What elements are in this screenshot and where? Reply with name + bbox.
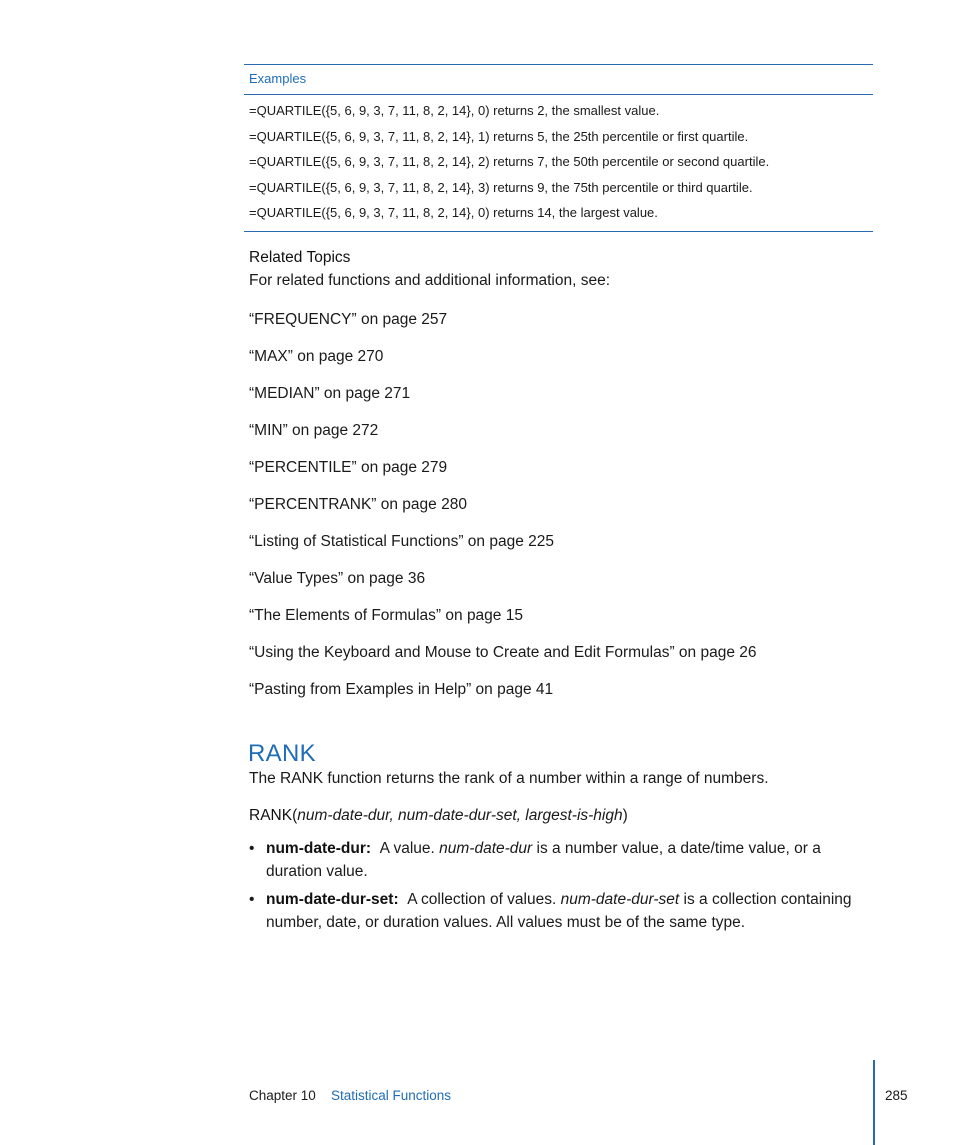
related-topics-list xyxy=(249,309,757,716)
rank-description: The RANK function returns the rank of a number within a range of numbers. xyxy=(249,770,769,787)
related-link-keyboard-mouse[interactable]: “Using the Keyboard and Mouse to Create and Edit Formulas” on page 26 xyxy=(249,644,757,661)
related-link-percentrank[interactable]: “PERCENTRANK” on page 280 xyxy=(249,496,467,513)
syntax-close-paren: ) xyxy=(622,807,628,824)
bullet: • xyxy=(249,840,255,857)
examples-body xyxy=(244,95,873,232)
syntax-function-name: RANK xyxy=(249,807,293,824)
syntax-arguments: num-date-dur, num-date-dur-set, largest-is-high xyxy=(297,807,623,824)
parameter-italic-name: num-date-dur xyxy=(439,840,533,857)
parameter-description: is a collection containing number, date, or duration values. All values must be of the same type. xyxy=(266,891,852,931)
examples-table xyxy=(244,64,873,232)
footer-divider xyxy=(873,1060,875,1145)
related-link-elements-of-formulas[interactable]: “The Elements of Formulas” on page 15 xyxy=(249,607,523,624)
parameter-description: is a number value, a date/time value, or a duration value. xyxy=(266,840,821,880)
section-title-rank: RANK xyxy=(248,740,316,767)
example-row: =QUARTILE({5, 6, 9, 3, 7, 11, 8, 2, 14}, 3) returns 9, the 75th percentile or third quartile. xyxy=(249,179,753,195)
footer-section-link[interactable]: Statistical Functions xyxy=(331,1088,452,1103)
related-link-frequency[interactable]: “FREQUENCY” on page 257 xyxy=(249,311,448,328)
example-row: =QUARTILE({5, 6, 9, 3, 7, 11, 8, 2, 14}, 2) returns 7, the 50th percentile or second quartile. xyxy=(249,154,770,169)
related-topics-intro: For related functions and additional information, see: xyxy=(249,272,611,289)
page-number: 285 xyxy=(885,1088,908,1103)
footer-chapter-label: Chapter 10 xyxy=(249,1088,316,1103)
related-topics-heading: Related Topics xyxy=(249,249,351,266)
parameter-italic-name: num-date-dur-set xyxy=(560,891,680,908)
parameter-text xyxy=(266,837,859,883)
related-link-median[interactable]: “MEDIAN” on page 271 xyxy=(249,385,411,402)
parameter-name: num-date-dur: xyxy=(266,840,372,857)
parameter-item xyxy=(249,837,859,883)
parameter-item xyxy=(249,888,859,934)
parameter-name: num-date-dur-set: xyxy=(266,891,399,908)
related-link-percentile[interactable]: “PERCENTILE” on page 279 xyxy=(249,459,448,476)
parameter-lead: A value. xyxy=(379,840,435,857)
example-row: =QUARTILE({5, 6, 9, 3, 7, 11, 8, 2, 14}, 0) returns 2, the smallest value. xyxy=(249,103,660,118)
example-row: =QUARTILE({5, 6, 9, 3, 7, 11, 8, 2, 14}, 0) returns 14, the largest value. xyxy=(249,205,658,220)
related-link-pasting-examples[interactable]: “Pasting from Examples in Help” on page 41 xyxy=(249,681,554,698)
example-row: =QUARTILE({5, 6, 9, 3, 7, 11, 8, 2, 14}, 1) returns 5, the 25th percentile or first quartile. xyxy=(249,128,749,144)
related-link-max[interactable]: “MAX” on page 270 xyxy=(249,348,384,365)
parameter-text xyxy=(266,888,859,934)
related-link-value-types[interactable]: “Value Types” on page 36 xyxy=(249,570,426,587)
related-link-listing-statistical[interactable]: “Listing of Statistical Functions” on page 225 xyxy=(249,533,555,550)
related-link-min[interactable]: “MIN” on page 272 xyxy=(249,422,379,439)
parameter-lead: A collection of values. xyxy=(407,891,557,908)
syntax-open-paren: ( xyxy=(292,807,298,824)
examples-header: Examples xyxy=(244,65,873,95)
bullet: • xyxy=(249,891,255,908)
rank-syntax xyxy=(249,807,628,825)
